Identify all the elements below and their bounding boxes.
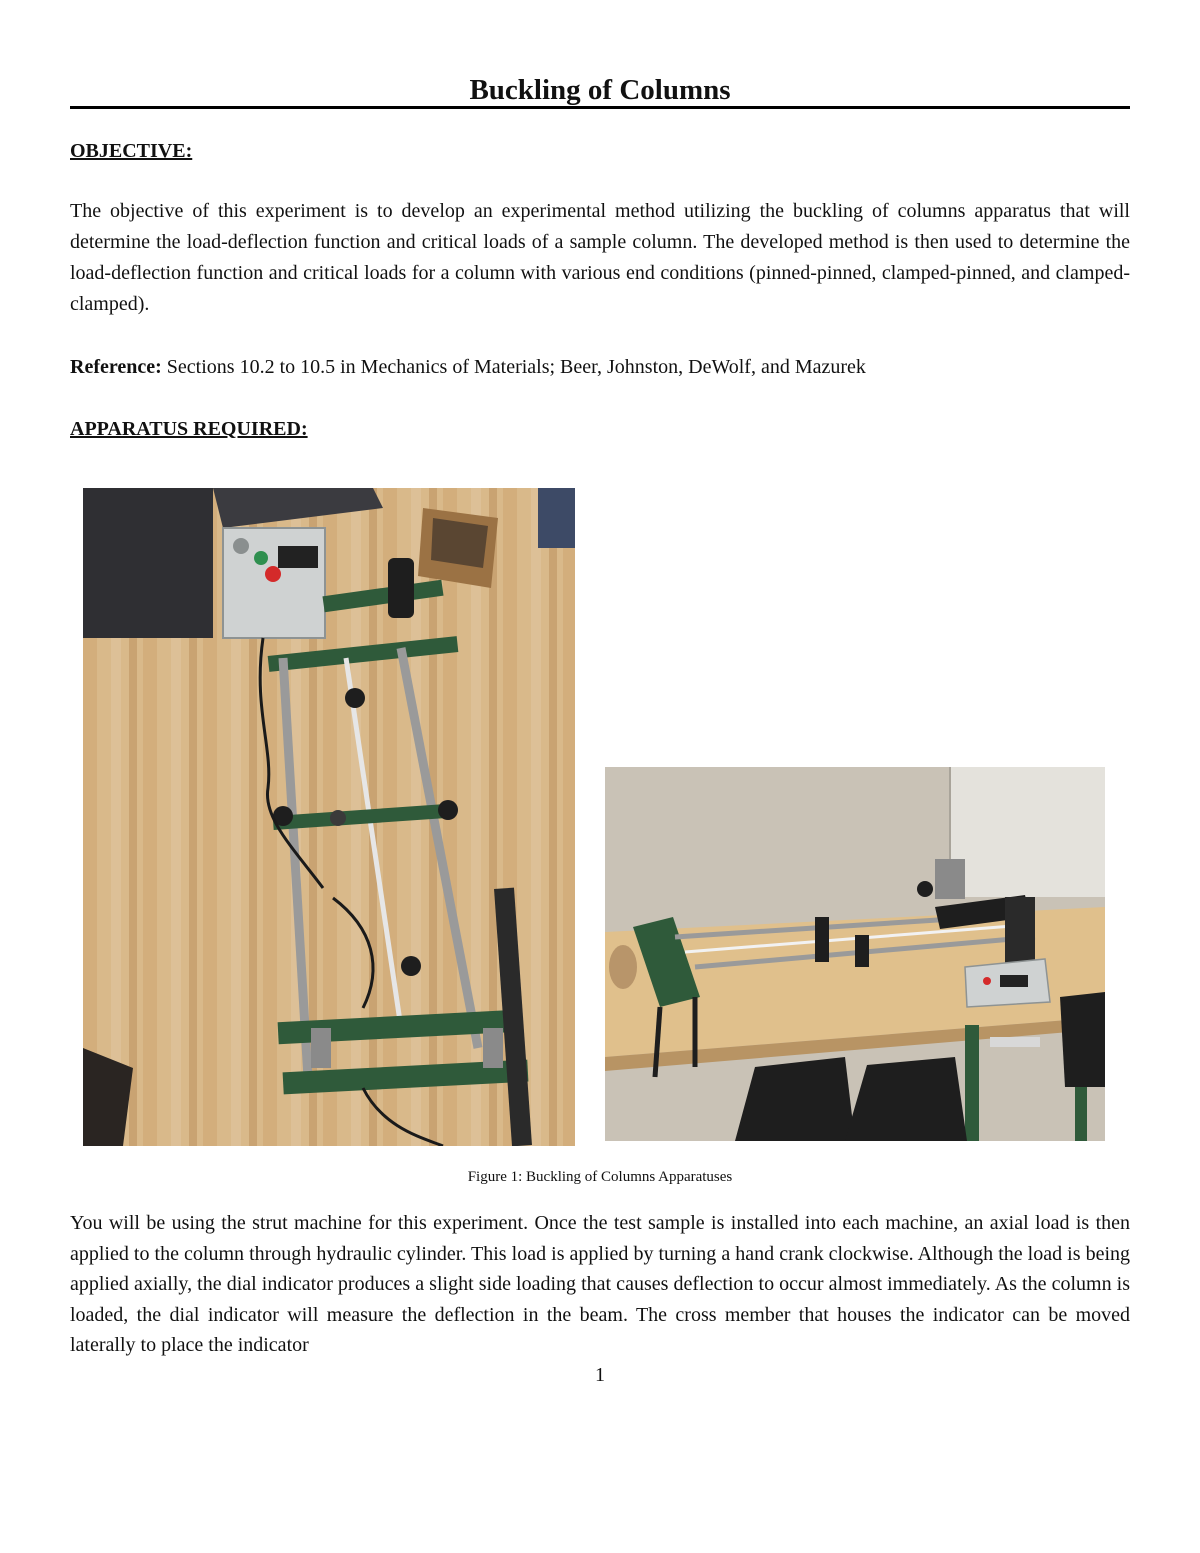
apparatus-photo-side-view xyxy=(605,767,1105,1141)
apparatus-photo-top-view xyxy=(83,488,575,1146)
apparatus-heading: APPARATUS REQUIRED: xyxy=(70,418,308,440)
objective-heading: OBJECTIVE: xyxy=(70,140,193,162)
title-underline xyxy=(70,106,1130,109)
reference-text: Sections 10.2 to 10.5 in Mechanics of Materials; Beer, Johnston, DeWolf, and Mazurek xyxy=(161,356,866,378)
apparatus-photo-top-view-drawing xyxy=(83,488,575,1146)
reference-paragraph xyxy=(70,352,1130,383)
objective-paragraph: The objective of this experiment is to develop an experimental method utilizing the buckling of columns apparatus that will determine the load-deflection function and critical loads of a sample column. The developed method is then used to determine the load-deflection function and critical loads for a column with various end conditions (pinned-pinned, clamped-pinned, and clamped-clamped). xyxy=(70,200,1130,315)
body-paragraph: You will be using the strut machine for this experiment. Once the test sample is installed into each machine, an axial load is then applied to the column through hydraulic cylinder. This load is applied by turning a hand crank clockwise. Although the load is being applied axially, the dial indicator produces a slight side loading that causes deflection to occur almost immediately. As the column is loaded, the dial indicator will measure the deflection in the beam. The cross member that houses the indicator can be moved laterally to place the indicator xyxy=(70,1212,1130,1356)
figure-caption: Figure 1: Buckling of Columns Apparatuses xyxy=(467,1169,733,1185)
reference-label: Reference: xyxy=(70,356,162,378)
apparatus-photo-side-view-drawing xyxy=(605,767,1105,1141)
document-title: Buckling of Columns xyxy=(469,74,731,106)
page-number: 1 xyxy=(595,1364,605,1386)
